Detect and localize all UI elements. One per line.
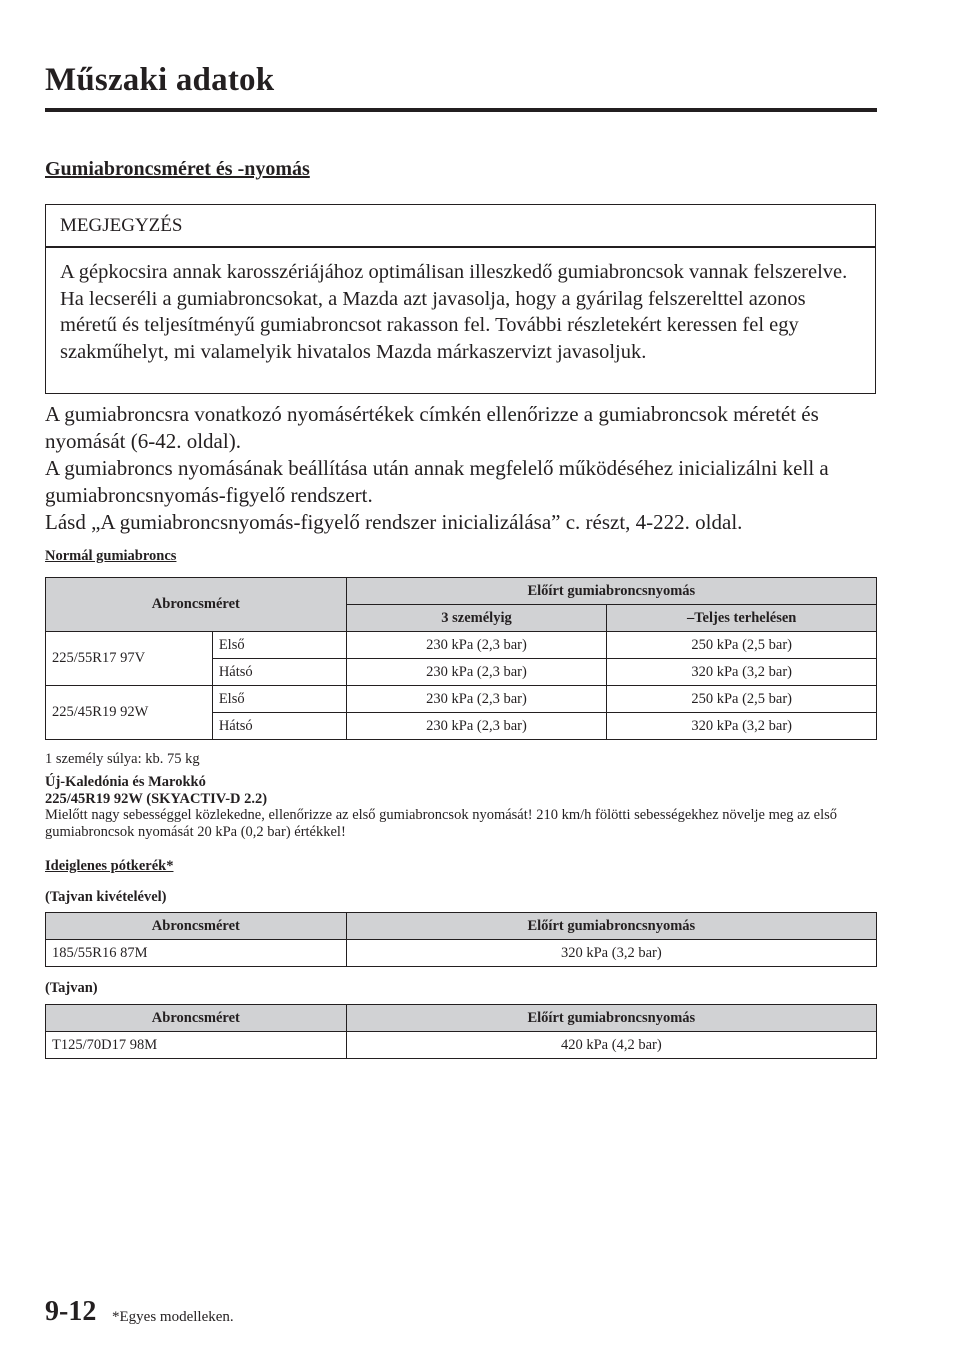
table-row xyxy=(46,940,877,967)
table-header-row xyxy=(46,913,877,940)
body-paragraph: A gumiabroncs nyomásának beállítása után annak megfelelő működéséhez inicializálni kell a gumiabroncsnyomás-figyelő rendszert. xyxy=(45,456,829,507)
axle-cell: Hátsó xyxy=(212,659,346,686)
pressure-cell: 230 kPa (2,3 bar) xyxy=(346,659,607,686)
table-header-row xyxy=(46,578,877,605)
section-title: Gumiabroncsméret és -nyomás xyxy=(45,158,310,180)
tire-size-cell: 225/55R17 97V xyxy=(46,632,213,686)
chapter-title: Műszaki adatok xyxy=(45,62,275,98)
pressure-cell: 420 kPa (4,2 bar) xyxy=(346,1032,876,1059)
note-paragraph: A gépkocsira annak karosszériájához optimálisan illeszkedő gumiabroncsok vannak felszerelve. xyxy=(60,261,848,283)
note-box xyxy=(45,204,876,394)
header-size: Abroncsméret xyxy=(46,578,347,632)
header-up-to-3: 3 személyig xyxy=(346,605,607,632)
tire-size-cell: T125/70D17 98M xyxy=(46,1032,347,1059)
spare-table2-label: (Tajvan) xyxy=(45,980,98,996)
note-title: MEGJEGYZÉS xyxy=(60,215,183,236)
body-paragraph: A gumiabroncsra vonatkozó nyomásértékek címkén ellenőrizze a gumiabroncsok méretét és nyomását (6-42. oldal). xyxy=(45,402,819,453)
note-divider xyxy=(46,246,875,248)
pressure-cell: 250 kPa (2,5 bar) xyxy=(607,632,877,659)
normal-tire-table xyxy=(45,577,877,740)
header-pressure: Előírt gumiabroncsnyomás xyxy=(346,913,876,940)
chapter-divider xyxy=(45,108,877,112)
pressure-cell: 320 kPa (3,2 bar) xyxy=(607,659,877,686)
normal-tire-title: Normál gumiabroncs xyxy=(45,548,177,564)
page-number: 9-12 xyxy=(45,1296,97,1327)
header-pressure: Előírt gumiabroncsnyomás xyxy=(346,578,876,605)
table-row xyxy=(46,632,877,659)
header-pressure: Előírt gumiabroncsnyomás xyxy=(346,1005,876,1032)
region-spec: 225/45R19 92W (SKYACTIV-D 2.2) xyxy=(45,790,268,807)
body-paragraph: Lásd „A gumiabroncsnyomás-figyelő rendszer inicializálása” c. részt, 4-222. oldal. xyxy=(45,510,743,534)
pressure-cell: 230 kPa (2,3 bar) xyxy=(346,686,607,713)
footer-footnote: *Egyes modelleken. xyxy=(112,1309,234,1325)
header-full-load: –Teljes terhelésen xyxy=(607,605,877,632)
region-title: Új-Kaledónia és Marokkó xyxy=(45,774,206,790)
pressure-cell: 230 kPa (2,3 bar) xyxy=(346,713,607,740)
spare-tire-table-2 xyxy=(45,1004,877,1059)
spare-table1-label: (Tajvan kivételével) xyxy=(45,889,167,905)
tire-size-cell: 225/45R19 92W xyxy=(46,686,213,740)
tire-size-cell: 185/55R16 87M xyxy=(46,940,347,967)
header-size: Abroncsméret xyxy=(46,913,347,940)
body-text xyxy=(45,401,877,536)
table-row xyxy=(46,686,877,713)
spare-tire-title: Ideiglenes pótkerék* xyxy=(45,858,174,874)
table-row xyxy=(46,1032,877,1059)
table-header-row xyxy=(46,1005,877,1032)
region-note xyxy=(45,774,877,840)
pressure-cell: 320 kPa (3,2 bar) xyxy=(346,940,876,967)
weight-footnote: 1 személy súlya: kb. 75 kg xyxy=(45,751,200,767)
pressure-cell: 320 kPa (3,2 bar) xyxy=(607,713,877,740)
axle-cell: Hátsó xyxy=(212,713,346,740)
axle-cell: Első xyxy=(212,686,346,713)
note-paragraph: Ha lecseréli a gumiabroncsokat, a Mazda azt javasolja, hogy a gyárilag felszerelttel azonos méretű és teljesítményű gumiabroncsot rakasson fel. További részletekért keressen fel egy szakműhelyt, mi valamelyik hivatalos Mazda márkaszervizt javasoljuk. xyxy=(60,287,806,363)
note-text xyxy=(60,259,866,365)
region-text: Mielőtt nagy sebességgel közlekedne, ellenőrizze az első gumiabroncsok nyomását! 210 km/h fölötti sebességekhez növelje meg az első gumiabroncsok nyomását 20 kPa (0,2 bar) értékkel! xyxy=(45,807,838,840)
spare-tire-table-1 xyxy=(45,912,877,967)
header-size: Abroncsméret xyxy=(46,1005,347,1032)
pressure-cell: 250 kPa (2,5 bar) xyxy=(607,686,877,713)
axle-cell: Első xyxy=(212,632,346,659)
pressure-cell: 230 kPa (2,3 bar) xyxy=(346,632,607,659)
